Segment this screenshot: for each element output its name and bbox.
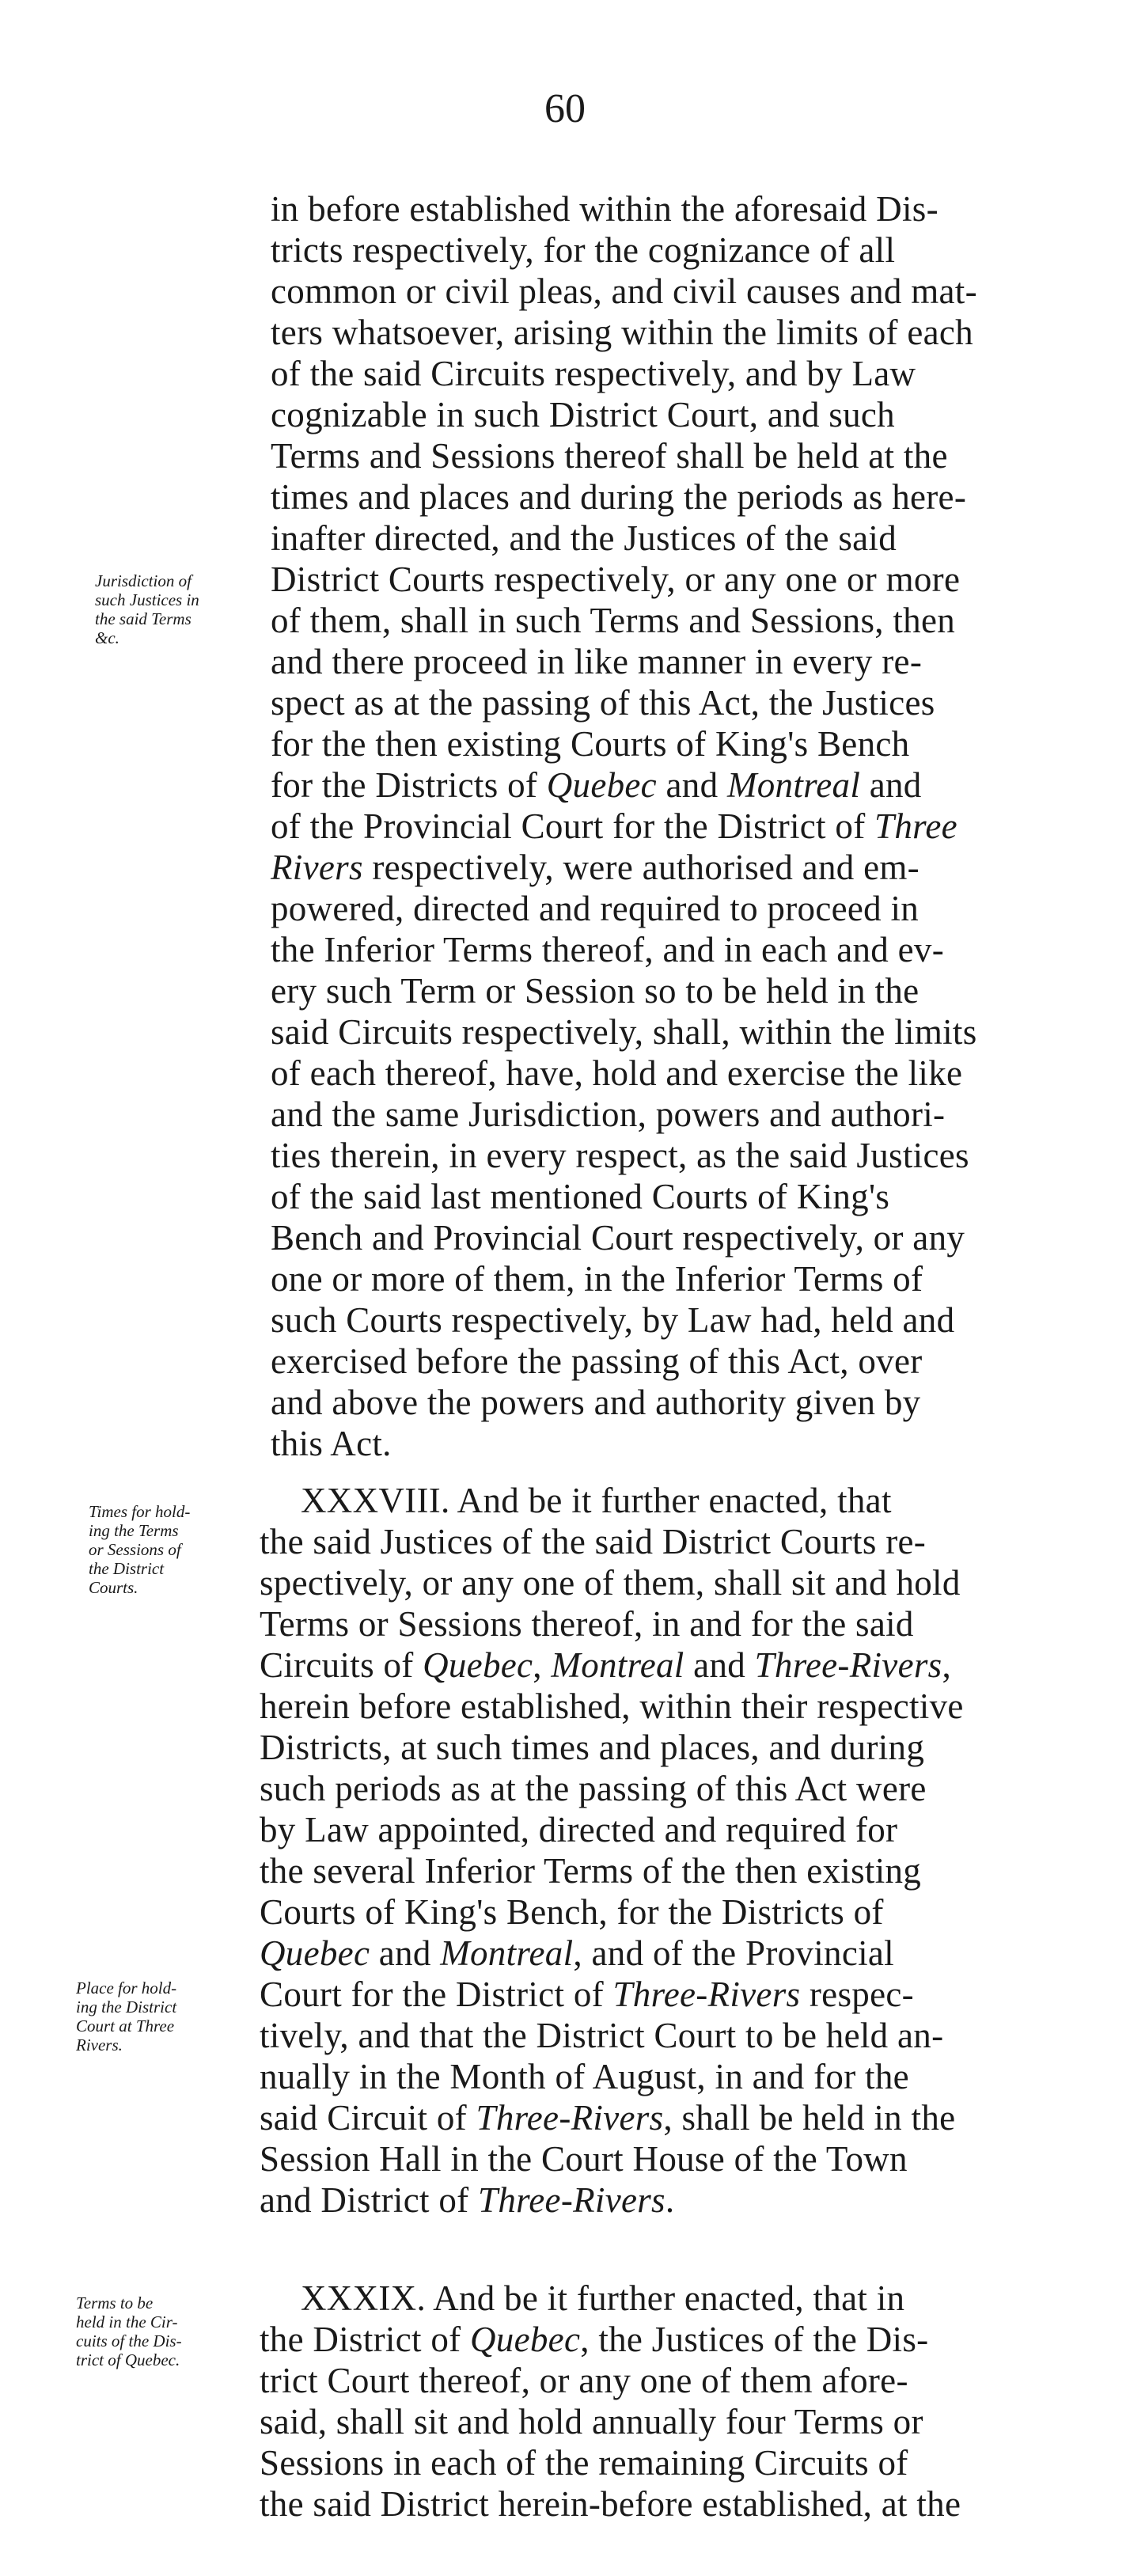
text-line: Terms or Sessions thereof, in and for the said [260, 1604, 914, 1644]
margin-note-line: the said Terms [95, 609, 191, 628]
text-line: cognizable in such District Court, and such [271, 395, 895, 434]
margin-note-line: Place for hold- [76, 1978, 177, 1997]
margin-note-place [76, 1978, 250, 2054]
text-line: times and places and during the periods as here- [271, 477, 967, 517]
margin-note-line: Times for hold- [89, 1502, 191, 1521]
margin-note-line: the District [89, 1559, 165, 1578]
margin-note-terms [76, 2293, 250, 2369]
text-line: the several Inferior Terms of the then existing [260, 1851, 922, 1891]
text-line: spect as at the passing of this Act, the Justices [271, 683, 935, 723]
page-number: 60 [544, 86, 586, 131]
text-line: tively, and that the District Court to be held an- [260, 2016, 944, 2055]
text-line: Sessions in each of the remaining Circuits of [260, 2443, 908, 2483]
text-line: Session Hall in the Court House of the Town [260, 2139, 908, 2179]
text-line: Court for the District of Three-Rivers respec- [260, 1975, 914, 2014]
text-line: ters whatsoever, arising within the limits of each [271, 313, 973, 352]
margin-note-line: Court at Three [76, 2016, 175, 2035]
text-line: inafter directed, and the Justices of the said [271, 518, 897, 558]
text-line: said, shall sit and hold annually four Terms or [260, 2402, 923, 2441]
margin-note-line: Courts. [89, 1578, 138, 1597]
text-line: Courts of King's Bench, for the Districts of [260, 1892, 884, 1932]
section-heading-line: XXXIX. And be it further enacted, that in [301, 2278, 905, 2318]
text-line: of the Provincial Court for the District of Three [271, 806, 957, 846]
text-line: said Circuit of Three-Rivers, shall be held in the [260, 2098, 956, 2138]
text-line: such Courts respectively, by Law had, held and [271, 1300, 955, 1340]
text-line: of them, shall in such Terms and Sessions, then [271, 601, 956, 640]
margin-note-line: ing the Terms [89, 1521, 179, 1540]
text-line: the Inferior Terms thereof, and in each and ev- [271, 930, 944, 969]
margin-note-jurisdiction [95, 571, 269, 647]
section-heading-line: XXXVIII. And be it further enacted, that [301, 1481, 892, 1520]
margin-note-line: Terms to be [76, 2293, 154, 2312]
text-line: tricts respectively, for the cognizance of all [271, 230, 896, 270]
text-line: District Courts respectively, or any one or more [271, 560, 961, 599]
margin-note-line: held in the Cir- [76, 2312, 178, 2331]
text-line: by Law appointed, directed and required for [260, 1810, 898, 1849]
margin-note-line: or Sessions of [89, 1540, 181, 1559]
text-line: for the Districts of Quebec and Montreal and [271, 765, 922, 805]
text-line: exercised before the passing of this Act, over [271, 1341, 923, 1381]
text-line: and District of Three-Rivers. [260, 2180, 675, 2220]
margin-note-line: trict of Quebec. [76, 2350, 180, 2369]
text-line: such periods as at the passing of this Act were [260, 1769, 927, 1808]
margin-note-times [89, 1502, 263, 1597]
text-line: and above the powers and authority given by [271, 1383, 921, 1422]
text-line: ery such Term or Session so to be held in the [271, 971, 920, 1011]
text-line: trict Court thereof, or any one of them afore- [260, 2361, 908, 2400]
margin-note-line: such Justices in [95, 590, 199, 609]
text-line: the said Justices of the said District Courts re- [260, 1522, 927, 1561]
text-line: Circuits of Quebec, Montreal and Three-Rivers, [260, 1645, 952, 1685]
text-line: ties therein, in every respect, as the said Justices [271, 1136, 969, 1175]
text-line: the said District herein-before established, at the [260, 2484, 961, 2524]
margin-note-line: ing the District [76, 1997, 177, 2016]
text-line: herein before established, within their respective [260, 1686, 964, 1726]
text-line: Districts, at such times and places, and during [260, 1728, 925, 1767]
margin-note-line: cuits of the Dis- [76, 2331, 182, 2350]
text-line: powered, directed and required to proceed in [271, 889, 920, 928]
text-line: Terms and Sessions thereof shall be held at the [271, 436, 948, 476]
margin-note-line: &c. [95, 628, 119, 647]
text-line: Rivers respectively, were authorised and em- [271, 848, 920, 887]
margin-note-line: Jurisdiction of [95, 571, 191, 590]
text-line: of the said Circuits respectively, and by Law [271, 354, 916, 393]
margin-note-line: Rivers. [76, 2035, 123, 2054]
text-line: and the same Jurisdiction, powers and authori- [271, 1095, 946, 1134]
text-line: the District of Quebec, the Justices of the Dis- [260, 2320, 929, 2359]
text-line: for the then existing Courts of King's Bench [271, 724, 910, 764]
text-line: Quebec and Montreal, and of the Provincial [260, 1933, 894, 1973]
text-line: of the said last mentioned Courts of King's [271, 1177, 890, 1216]
text-line: in before established within the aforesaid Dis- [271, 189, 939, 229]
text-line: said Circuits respectively, shall, within the limits [271, 1012, 977, 1052]
text-line: of each thereof, have, hold and exercise the like [271, 1053, 963, 1093]
text-line: spectively, or any one of them, shall sit and hold [260, 1563, 961, 1603]
text-line: this Act. [271, 1424, 392, 1463]
text-line: and there proceed in like manner in every re- [271, 642, 923, 681]
text-line: one or more of them, in the Inferior Terms of [271, 1259, 923, 1299]
text-line: Bench and Provincial Court respectively, or any [271, 1218, 965, 1258]
text-line: nually in the Month of August, in and for the [260, 2057, 909, 2096]
text-line: common or civil pleas, and civil causes and mat- [271, 271, 977, 311]
